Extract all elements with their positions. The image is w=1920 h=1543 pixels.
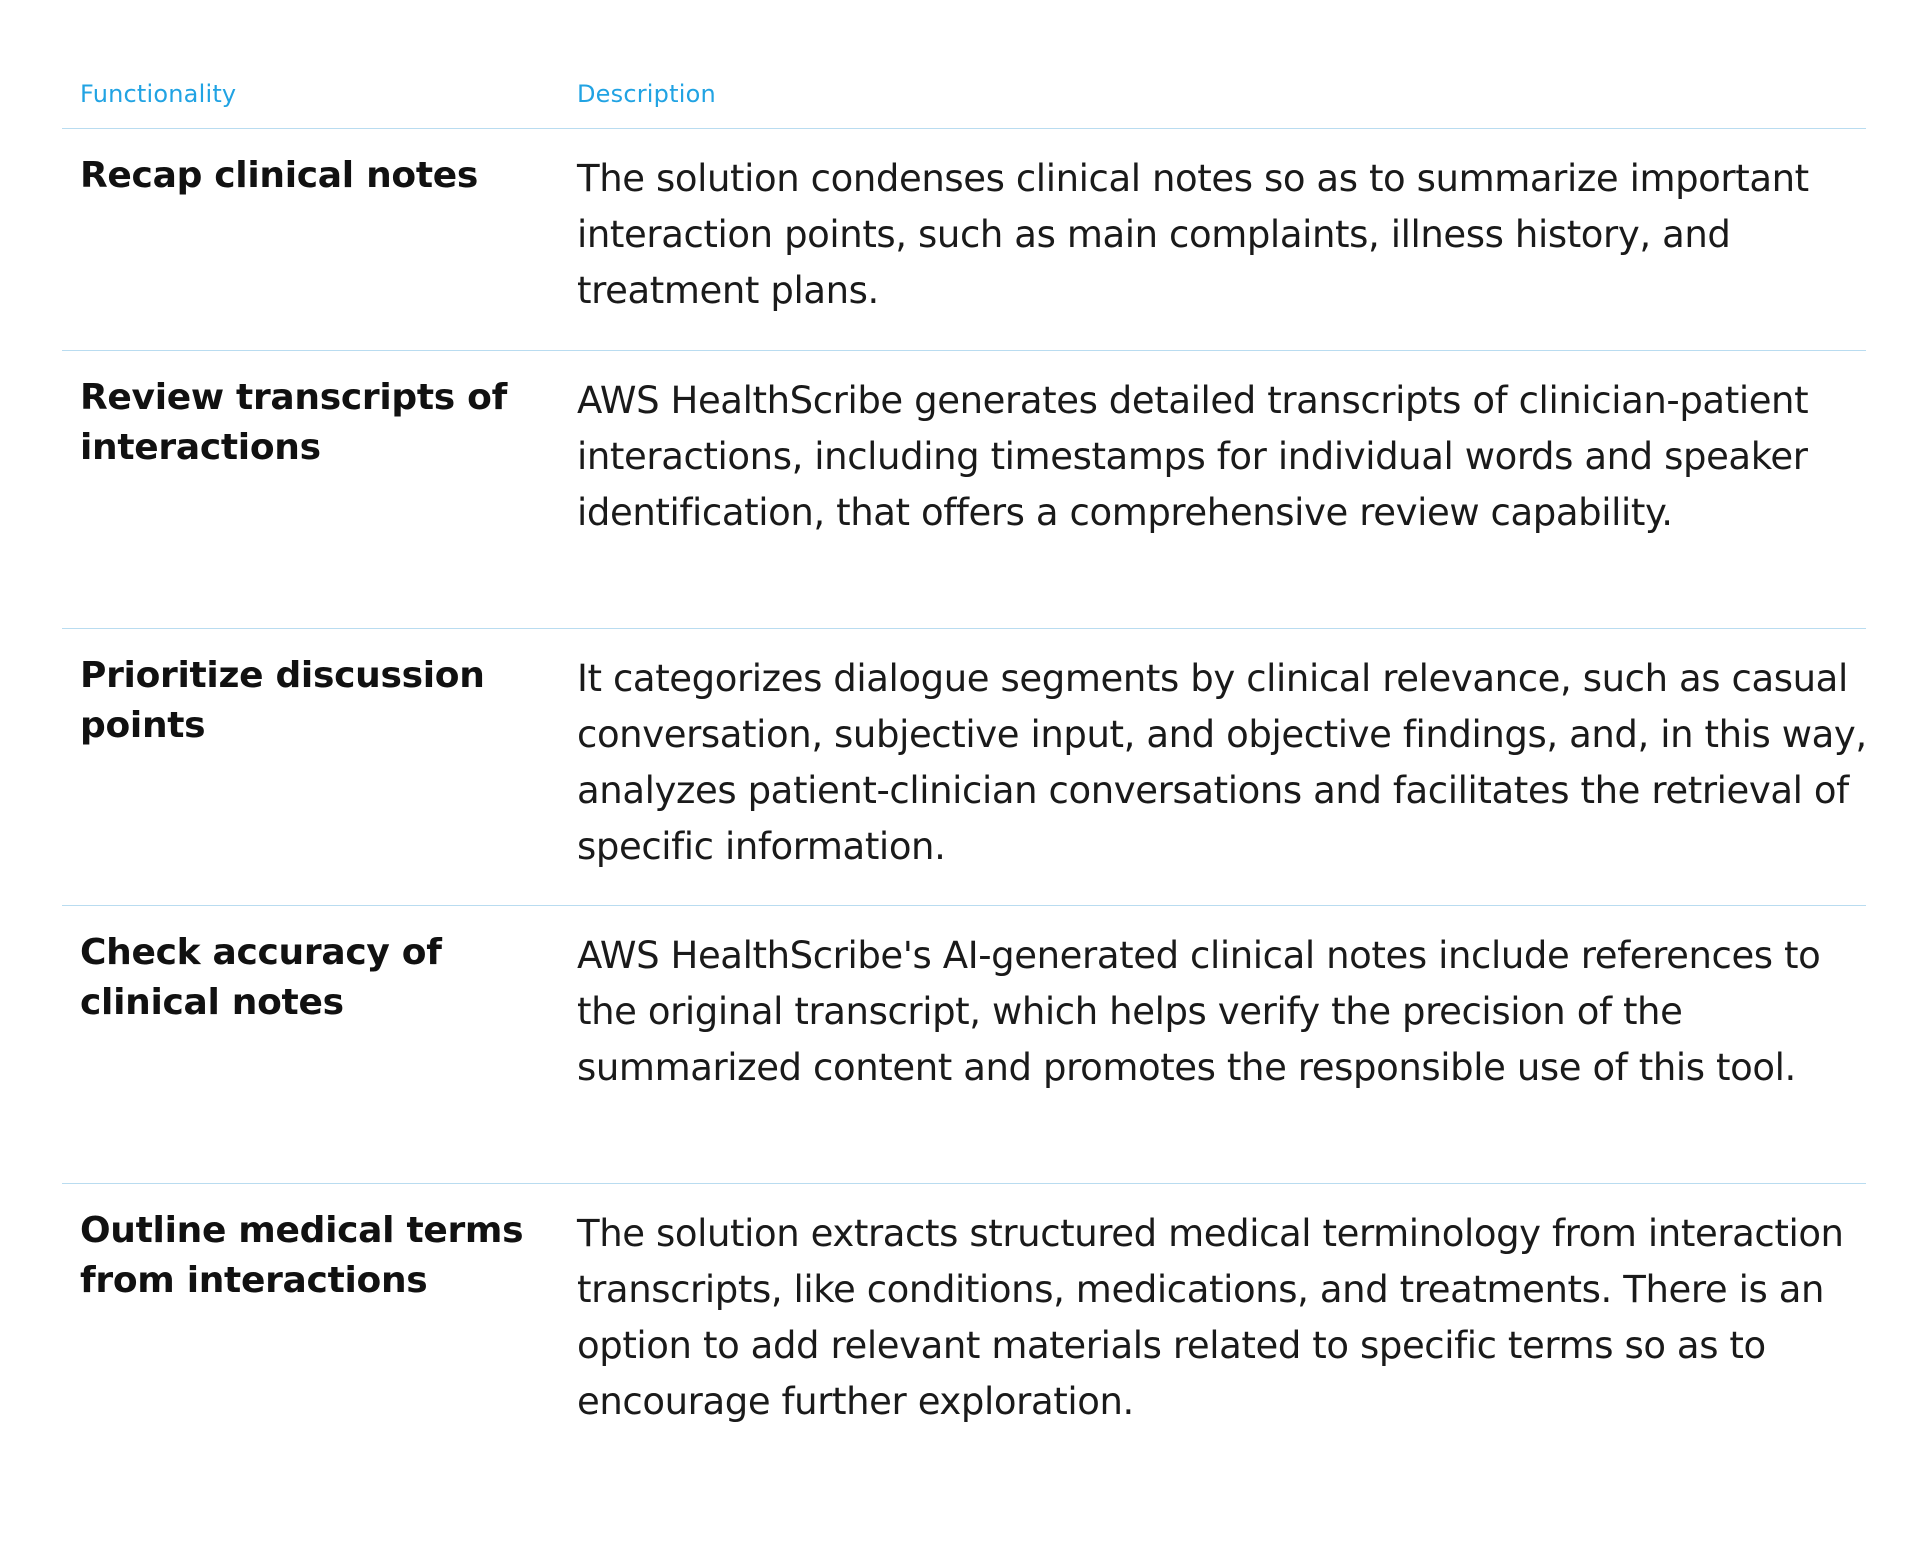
functionality-cell: Outline medical terms from interactions bbox=[80, 1210, 524, 1301]
functionality-cell: Prioritize discussion points bbox=[80, 655, 485, 746]
description-cell: It categorizes dialogue segments by clinical relevance, such as casual conversation, subjective input, and objective findings, and, in this way, analyzes patient-clinician conversations and facilitates the retrieval of specific information. bbox=[577, 657, 1867, 868]
table-row bbox=[62, 351, 1866, 629]
table-row bbox=[62, 629, 1866, 906]
description-cell: The solution condenses clinical notes so as to summarize important interaction points, such as main complaints, illness history, and treatment plans. bbox=[577, 157, 1809, 312]
description-cell: AWS HealthScribe generates detailed transcripts of clinician-patient interactions, including timestamps for individual words and speaker identification, that offers a comprehensive review capability. bbox=[577, 379, 1809, 534]
table-row bbox=[62, 129, 1866, 351]
header-functionality: Functionality bbox=[80, 80, 237, 108]
table-row bbox=[62, 906, 1866, 1184]
table-header bbox=[62, 0, 1866, 129]
functionality-cell: Recap clinical notes bbox=[80, 155, 478, 196]
functionality-cell: Review transcripts of interactions bbox=[80, 377, 507, 468]
description-cell: The solution extracts structured medical terminology from interaction transcripts, like conditions, medications, and treatments. There is an option to add relevant materials related to specific terms so as to encourage further exploration. bbox=[577, 1212, 1844, 1423]
functionality-cell: Check accuracy of clinical notes bbox=[80, 932, 442, 1023]
description-cell: AWS HealthScribe's AI-generated clinical notes include references to the original transcript, which helps verify the precision of the summarized content and promotes the responsible use of this tool. bbox=[577, 934, 1821, 1089]
header-description: Description bbox=[577, 80, 716, 108]
functionality-table bbox=[62, 0, 1866, 1543]
table-row bbox=[62, 1184, 1866, 1543]
